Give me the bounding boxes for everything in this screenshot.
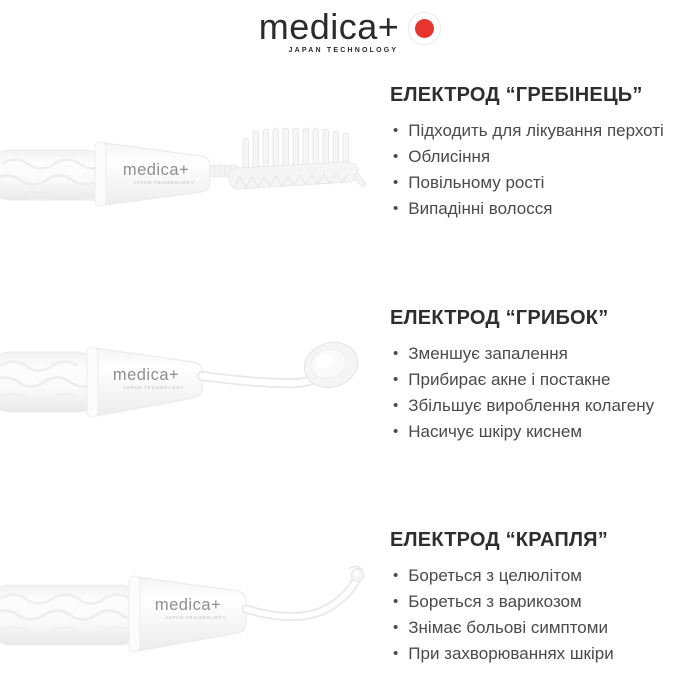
brand-name-text: medica+ (258, 6, 400, 47)
section-fungus-electrode (390, 307, 690, 445)
bullet-item: • Бореться з варикозом (390, 589, 690, 615)
bullet-list (390, 118, 690, 222)
product-brand-label: medica+ (112, 366, 180, 384)
product-brand-label: medica+ (122, 161, 190, 179)
section-title: ЕЛЕКТРОД “ГРЕБІНЕЦЬ” (390, 84, 643, 106)
bullet-item: • Повільному рості (390, 170, 690, 196)
brand-tagline-text: JAPAN TECHNOLOGY (288, 47, 399, 54)
bullet-item: • Насичує шкіру киснем (390, 419, 690, 445)
bullet-item: • При захворюваннях шкіри (390, 641, 690, 667)
product-tagline-label: JAPAN TECHNOLOGY (165, 615, 227, 620)
brand-text (258, 6, 400, 54)
japan-flag-icon (408, 12, 441, 45)
fungus-electrode-image (0, 332, 380, 427)
japan-flag-dot (415, 19, 434, 38)
product-brand-label: medica+ (154, 596, 222, 614)
section-drop-electrode (390, 529, 690, 667)
section-title: ЕЛЕКТРОД “ГРИБОК” (390, 307, 609, 329)
section-title: ЕЛЕКТРОД “КРАПЛЯ” (390, 529, 608, 551)
bullet-item: • Прибирає акне і постакне (390, 367, 690, 393)
section-comb-electrode (390, 84, 690, 222)
handle-collar (130, 577, 246, 651)
bullet-item: • Знімає больові симптоми (390, 615, 690, 641)
brand-logo (0, 6, 700, 54)
drop-tip (349, 566, 364, 581)
bullet-list (390, 563, 690, 667)
product-tagline-label: JAPAN TECHNOLOGY (133, 180, 195, 185)
comb-electrode-image (0, 118, 380, 228)
bullet-item: • Зменшує запалення (390, 341, 690, 367)
drop-electrode-image (0, 563, 380, 668)
bullet-item: • Випадінні волосся (390, 196, 690, 222)
product-tagline-label: JAPAN TECHNOLOGY (123, 385, 185, 390)
bullet-item: • Облисіння (390, 144, 690, 170)
bullet-item: • Збільшує вироблення колагену (390, 393, 690, 419)
bullet-list (390, 341, 690, 445)
bullet-item: • Підходить для лікування перхоті (390, 118, 690, 144)
bullet-item: • Бореться з целюлітом (390, 563, 690, 589)
